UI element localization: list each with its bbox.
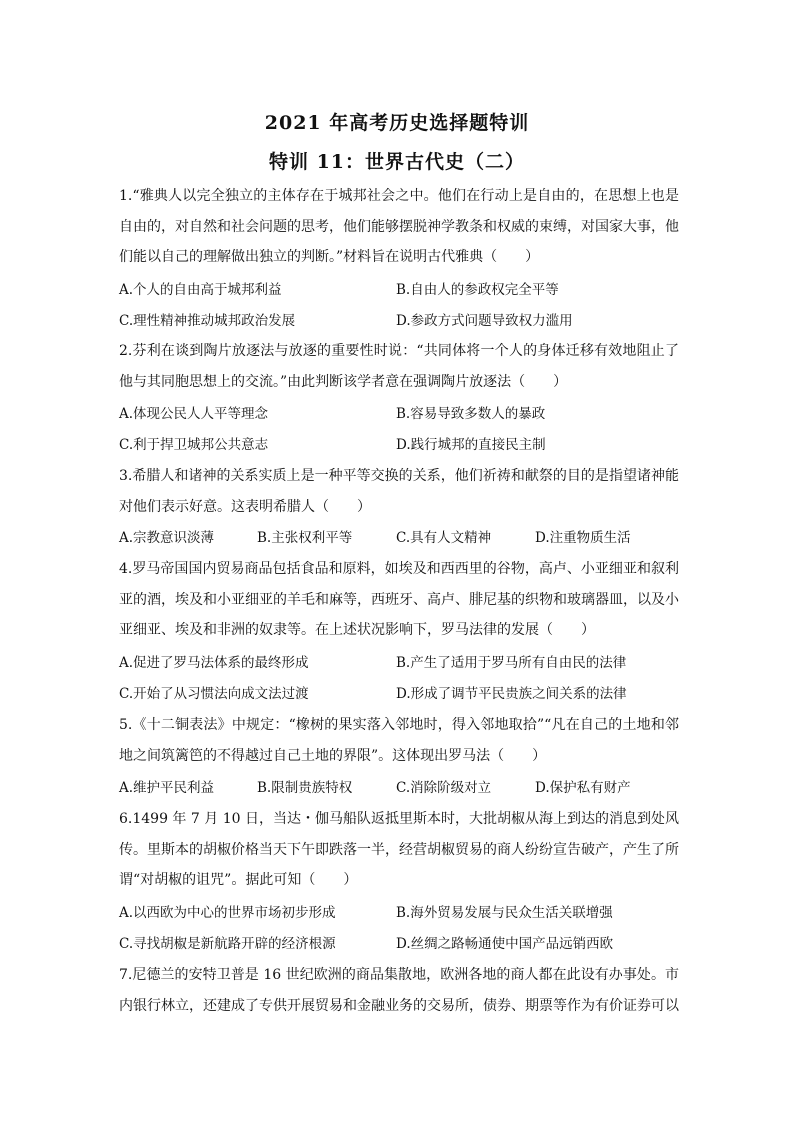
question-2-option-d[interactable]: D.践行城邦的直接民主制 [396,437,546,453]
question-4-stem: 4.罗马帝国国内贸易商品包括食品和原料，如埃及和西西里的谷物，高卢、小亚细亚和叙利亚的酒，埃及和小亚细亚的羊毛和麻等，西班牙、高卢、腓尼基的织物和玻璃器皿，以及小亚细亚、埃及和非洲的奴隶等。在上述状况影响下，罗马法律的发展（ ） [119,561,679,638]
question-1-options-row-2 [119,306,679,336]
question-1-options-row-1 [119,275,679,305]
question-6-options-row-1 [119,898,679,928]
question-4-options-row-1 [119,648,679,678]
question-3-option-a[interactable]: A.宗教意识淡薄 [119,530,215,546]
question-4-options-row-2 [119,679,679,709]
question-6-stem: 6.1499 年 7 月 10 日，当达・伽马船队返抵里斯本时，大批胡椒从海上到达的消息到处风传。里斯本的胡椒价格当天下午即跌落一半，经营胡椒贸易的商人纷纷宣告破产，产生了所谓“对胡椒的诅咒”。据此可知（ ） [119,811,679,888]
question-6-option-d[interactable]: D.丝绸之路畅通使中国产品远销西欧 [396,936,614,952]
question-3-option-d[interactable]: D.注重物质生活 [535,530,631,546]
question-5-option-b[interactable]: B.限制贵族特权 [257,780,353,796]
question-1-option-d[interactable]: D.参政方式问题导致权力滥用 [396,313,573,329]
question-1-option-b[interactable]: B.自由人的参政权完全平等 [396,282,559,298]
question-3-option-b[interactable]: B.主张权利平等 [257,530,353,546]
question-5-option-a[interactable]: A.维护平民利益 [119,780,215,796]
question-6-options-row-2 [119,929,679,959]
document-title: 2021 年高考历史选择题特训 [264,112,530,134]
question-3-options [119,523,679,553]
question-1-stem: 1.“雅典人以完全独立的主体存在于城邦社会之中。他们在行动上是自由的，在思想上也是自由的，对自然和社会问题的思考，他们能够摆脱神学教条和权威的束缚，对国家大事，他们能以自己的理解做出独立的判断。”材料旨在说明古代雅典（ ） [119,188,679,265]
question-5-option-c[interactable]: C.消除阶级对立 [396,780,492,796]
question-5-stem: 5.《十二铜表法》中规定：“橡树的果实落入邻地时，得入邻地取拾”“凡在自己的土地和邻地之间筑篱笆的不得越过自己土地的界限”。这体现出罗马法（ ） [119,717,679,764]
document-subtitle: 特训 11：世界古代史（二） [268,151,526,173]
question-6-option-a[interactable]: A.以西欧为中心的世界市场初步形成 [119,905,336,921]
question-2-options-row-1 [119,399,679,429]
question-4-option-a[interactable]: A.促进了罗马法体系的最终形成 [119,655,309,671]
question-7-stem: 7.尼德兰的安特卫普是 16 世纪欧洲的商品集散地，欧洲各地的商人都在此设有办事处。市内银行林立，还建成了专供开展贸易和金融业务的交易所，债券、期票等作为有价证券可以 [119,967,679,1014]
question-2-option-a[interactable]: A.体现公民人人平等理念 [119,406,269,422]
question-5-option-d[interactable]: D.保护私有财产 [535,780,631,796]
question-2-option-b[interactable]: B.容易导致多数人的暴政 [396,406,546,422]
question-1-option-a[interactable]: A.个人的自由高于城邦利益 [119,282,282,298]
question-6-option-b[interactable]: B.海外贸易发展与民众生活关联增强 [396,905,613,921]
question-2-stem: 2.芬利在谈到陶片放逐法与放逐的重要性时说：“共同体将一个人的身体迁移有效地阻止了他与其同胞思想上的交流。”由此判断该学者意在强调陶片放逐法（ ） [119,343,679,390]
question-4-option-d[interactable]: D.形成了调节平民贵族之间关系的法律 [396,686,627,702]
question-1-option-c[interactable]: C.理性精神推动城邦政治发展 [119,313,296,329]
question-3-stem: 3.希腊人和诸神的关系实质上是一种平等交换的关系，他们祈祷和献祭的目的是指望诸神能对他们表示好意。这表明希腊人（ ） [119,468,679,515]
question-3-option-c[interactable]: C.具有人文精神 [396,530,492,546]
question-5-options [119,773,679,803]
question-2-options-row-2 [119,430,679,460]
question-4-option-c[interactable]: C.开始了从习惯法向成文法过渡 [119,686,309,702]
question-4-option-b[interactable]: B.产生了适用于罗马所有自由民的法律 [396,655,627,671]
question-6-option-c[interactable]: C.寻找胡椒是新航路开辟的经济根源 [119,936,336,952]
question-2-option-c[interactable]: C.利于捍卫城邦公共意志 [119,437,269,453]
